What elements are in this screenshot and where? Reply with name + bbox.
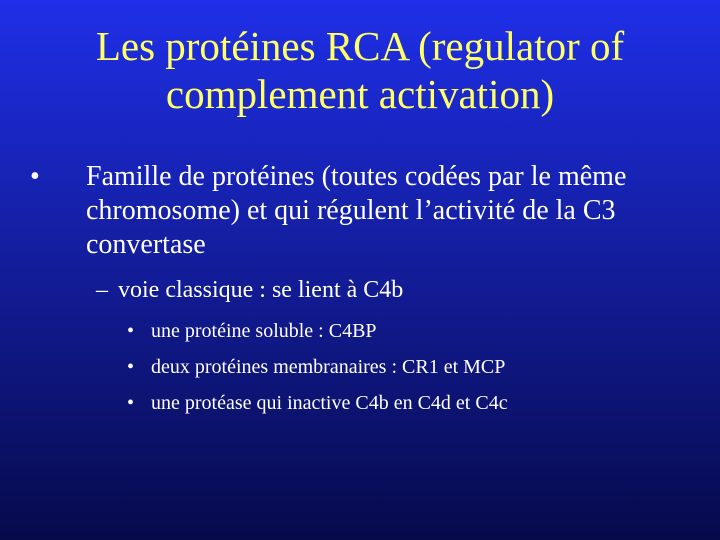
bullet-level-3 xyxy=(127,391,690,416)
bullet-marker: • xyxy=(127,392,135,414)
bullet-text: une protéase qui inactive C4b en C4d et C4c xyxy=(151,392,508,414)
bullet-text: deux protéines membranaires : CR1 et MCP xyxy=(151,356,506,378)
bullet-text: une protéine soluble : C4BP xyxy=(151,320,377,342)
slide-body xyxy=(30,160,690,416)
bullet-marker: • xyxy=(30,161,40,192)
bullet-level-1 xyxy=(30,160,690,262)
bullet-text: Famille de protéines (toutes codées par le même chromosome) et qui régulent l’activité de la C3 convertase xyxy=(86,161,627,260)
slide-title: Les protéines RCA (regulator of complement activation) xyxy=(95,23,625,117)
bullet-marker: • xyxy=(127,320,135,342)
bullet-level-2 xyxy=(96,275,690,305)
bullet-level-3 xyxy=(127,319,690,344)
dash-marker: – xyxy=(96,277,108,303)
bullet-text: voie classique : se lient à C4b xyxy=(118,277,404,303)
bullet-level-3 xyxy=(127,355,690,380)
bullet-marker: • xyxy=(127,356,135,378)
